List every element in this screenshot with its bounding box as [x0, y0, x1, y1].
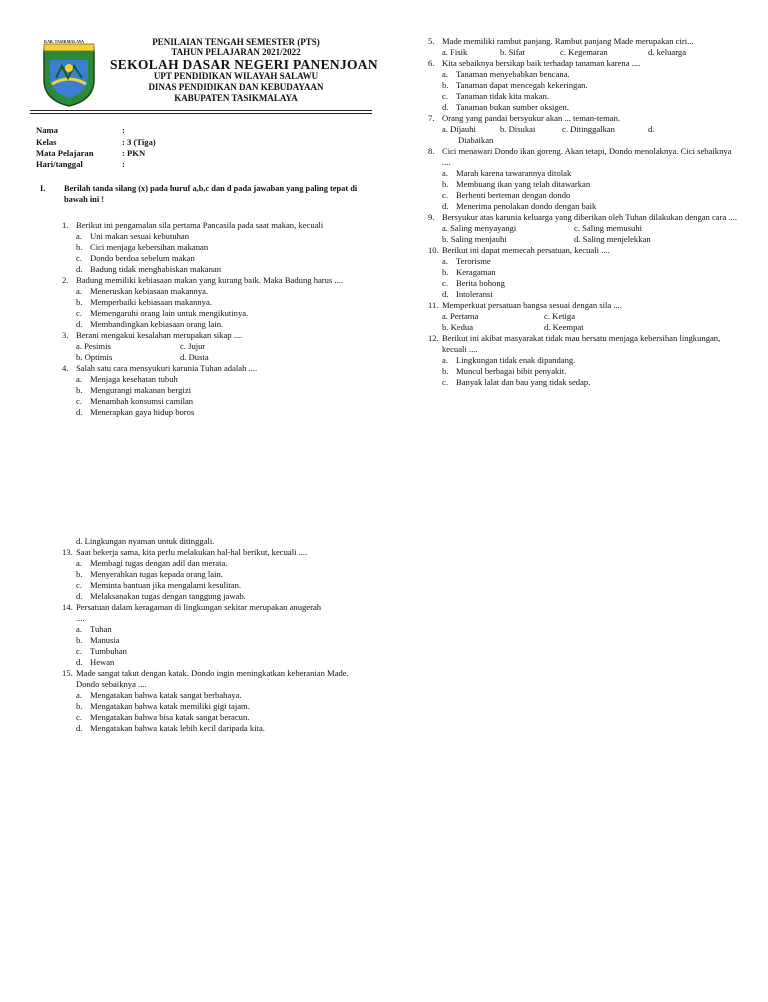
- option: b. Tanaman dapat mencegah kekeringan.: [442, 80, 588, 90]
- option: d. Badung tidak menghabiskan makanan: [76, 264, 222, 274]
- question-10: 10. Berikut ini dapat memecah persatuan, kecuali ....: [428, 245, 610, 255]
- option-row: b. Saling menjauhi d. Saling menjelekkan: [442, 234, 651, 244]
- option: c. Memengaruhi orang lain untuk mengikutinya.: [76, 308, 249, 318]
- logo-caption: KAB. TASIKMALAYA: [44, 39, 85, 44]
- regency-logo: [38, 40, 100, 108]
- school-name: SEKOLAH DASAR NEGERI PANENJOAN: [110, 57, 378, 72]
- question-7: 7. Orang yang pandai bersyukur akan ... teman-teman.: [428, 113, 621, 123]
- option: a. Mengatakan bahwa katak sangat berbahaya.: [76, 690, 242, 700]
- question-4: 4. Salah satu cara mensyukuri karunia Tuhan adalah ....: [62, 363, 258, 373]
- option: c. Tanaman tidak kita makan.: [442, 91, 549, 101]
- option-q12-d: d. Lingkungan nyaman untuk ditinggali.: [76, 536, 215, 546]
- identity-row-tanggal: Hari/tanggal :: [36, 159, 125, 169]
- option-row: a. Saling menyayangi c. Saling memusuhi: [442, 223, 643, 233]
- option: c. Berita bohong: [442, 278, 505, 288]
- option: b. Keragaman: [442, 267, 496, 277]
- question-12: 12. Berikut ini akibat masyarakat tidak mau bersatu menjaga kebersihan lingkungan, kecuali ....: [428, 333, 721, 354]
- question-2: 2. Badung memiliki kebiasaan makan yang kurang baik. Maka Badung harus ....: [62, 275, 344, 285]
- question-9: 9. Bersyukur atas karunia keluarga yang diberikan oleh Tuhan dilakukan dengan cara ....: [428, 212, 738, 222]
- option-row: b. Kedua d. Keempat: [442, 322, 584, 332]
- question-3: 3. Berani mengakui kesalahan merupakan sikap ....: [62, 330, 243, 340]
- option: d. Hewan: [76, 657, 115, 667]
- option: d. Tanaman bukan sumber oksigen.: [442, 102, 569, 112]
- option: a. Terorisme: [442, 256, 491, 266]
- question-1: 1. Berikut ini pengamalan sila pertama Pancasila pada saat makan, kecuali: [62, 220, 324, 230]
- identity-row-mapel: Mata Pelajaran : PKN: [36, 148, 146, 158]
- header-dinas: DINAS PENDIDIKAN DAN KEBUDAYAAN: [148, 82, 324, 92]
- option: a. Meneruskan kebiasaan makannya.: [76, 286, 209, 296]
- option: d. Melaksanakan tugas dengan tanggung jawab.: [76, 591, 246, 601]
- option: a. Menjaga kesehatan tubuh: [76, 374, 178, 384]
- option: c. Tumbuhan: [76, 646, 127, 656]
- option-row: b. Optimis d. Dusta: [76, 352, 209, 362]
- header-upt: UPT PENDIDIKAN WILAYAH SALAWU: [153, 71, 319, 81]
- option: a. Tanaman menyebabkan bencana.: [442, 69, 570, 79]
- option-continuation: Diabaikan: [458, 135, 494, 145]
- option: c. Banyak lalat dan bau yang tidak sedap.: [442, 377, 591, 387]
- option-row: a. Fisik b. Sifat c. Kegemaran d. keluarga: [442, 47, 687, 57]
- question-6: 6. Kita sebaiknya bersikap baik terhadap tanaman karena ....: [428, 58, 641, 68]
- option: d. Menerapkan gaya hidup boros: [76, 407, 195, 417]
- option-row: a. Dijauhi b. Disukai c. Ditinggalkan d.: [442, 124, 655, 134]
- option: b. Menyerahkan tugas kepada orang lain.: [76, 569, 223, 579]
- identity-row-kelas: Kelas : 3 (Tiga): [36, 137, 156, 147]
- question-5: 5. Made memiliki rambut panjang. Rambut panjang Made merupakan ciri...: [428, 36, 694, 46]
- option: b. Muncul berbagai bibit penyakit.: [442, 366, 567, 376]
- question-11: 11. Memperkuat persatuan bangsa sesuai dengan sila ....: [428, 300, 622, 310]
- option: a. Uni makan sesuai kebutuhan: [76, 231, 190, 241]
- exam-title: PENILAIAN TENGAH SEMESTER (PTS): [152, 37, 320, 47]
- question-14: 14. Persatuan dalam keragaman di lingkungan sekitar merupakan anugerah ....: [62, 602, 322, 623]
- header-divider: [30, 110, 372, 111]
- option: b. Manusia: [76, 635, 120, 645]
- question-8: 8. Cici menawari Dondo ikan goreng. Akan tetapi, Dondo menolaknya. Cici sebaiknya ....: [428, 146, 732, 167]
- option: c. Mengatakan bahwa bisa katak sangat beracun.: [76, 712, 250, 722]
- option: c. Menambah konsumsi camilan: [76, 396, 194, 406]
- option: a. Lingkungan tidak enak dipandang.: [442, 355, 576, 365]
- bottom-column: [62, 536, 372, 734]
- option: a. Marah karena tawarannya ditolak: [442, 168, 572, 178]
- option-row: a. Pertama c. Ketiga: [442, 311, 576, 321]
- question-13: 13. Saat bekerja sama, kita perlu melakukan hal-hal berikut, kecuali ....: [62, 547, 308, 557]
- option: a. Membagi tugas dengan adil dan merata.: [76, 558, 228, 568]
- option: c. Dondo berdoa sebelum makan: [76, 253, 195, 263]
- identity-row-nama: Nama :: [36, 125, 125, 135]
- option: c. Meminta bantuan jika mengalami kesulitan.: [76, 580, 242, 590]
- option: b. Mengurangi makanan bergizi: [76, 385, 192, 395]
- option: b. Mengatakan bahwa katak memiliki gigi tajam.: [76, 701, 250, 711]
- option: d. Membandingkan kebiasaan orang lain.: [76, 319, 224, 329]
- option: b. Membuang ikan yang telah ditawarkan: [442, 179, 591, 189]
- option: c. Berhenti berteman dengan dondo: [442, 190, 571, 200]
- option-row: a. Pesimis c. Jujur: [76, 341, 206, 351]
- instruction: I. Berilah tanda silang (x) pada huruf a,b,c dan d pada jawaban yang paling tepat di bawah ini !: [40, 184, 358, 205]
- question-15: 15. Made sangat takut dengan katak. Dondo ingin meningkatkan keberanian Made. Dondo sebaiknya ....: [62, 668, 349, 689]
- header-kabupaten: KABUPATEN TASIKMALAYA: [174, 93, 298, 103]
- option: d. Intoleransi: [442, 289, 493, 299]
- header-divider-thin: [30, 113, 372, 114]
- right-column: [428, 36, 738, 388]
- option: a. Tuhan: [76, 624, 112, 634]
- option: d. Menerima penolakan dondo dengan baik: [442, 201, 597, 211]
- option: b. Cici menjaga kebersihan makanan: [76, 242, 209, 252]
- option: b. Memperbaiki kebiasaan makannya.: [76, 297, 212, 307]
- left-column: [62, 220, 372, 418]
- option: d. Mengatakan bahwa katak lebih kecil daripada kita.: [76, 723, 265, 733]
- school-year: TAHUN PELAJARAN 2021/2022: [171, 47, 301, 57]
